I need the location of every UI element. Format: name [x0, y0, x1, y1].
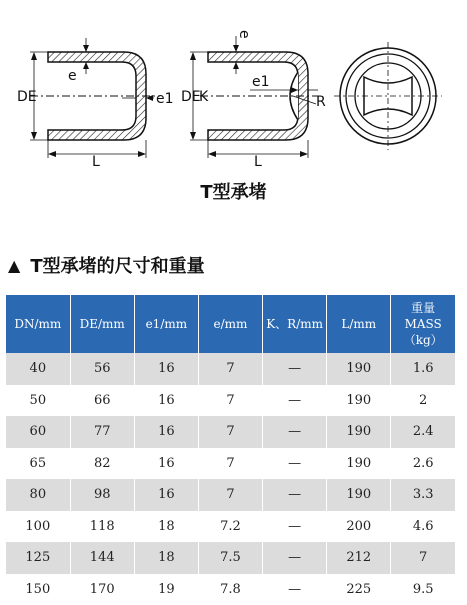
table-header-cell — [391, 295, 455, 353]
spec-table — [6, 295, 455, 605]
table-cell: 7 — [198, 353, 262, 385]
table-cell: — — [263, 574, 327, 605]
table-cell: 2.6 — [391, 448, 455, 480]
table-cell: 16 — [134, 479, 198, 511]
table-cell: — — [263, 542, 327, 574]
table-cell: 1.6 — [391, 353, 455, 385]
section-title: T型承堵的尺寸和重量 — [30, 252, 204, 278]
table-cell: — — [263, 385, 327, 417]
table-cell: 144 — [70, 542, 134, 574]
table-cell: 212 — [327, 542, 391, 574]
header-line: L/mm — [327, 316, 390, 332]
table-body — [6, 353, 455, 605]
table-row — [6, 385, 455, 417]
table-cell: 150 — [6, 574, 70, 605]
dim-r: R — [316, 94, 326, 110]
dim-de-middle: DE — [181, 89, 201, 105]
table-cell: — — [263, 448, 327, 480]
table-cell: 118 — [70, 511, 134, 543]
figure-caption: T型承堵 — [0, 178, 467, 204]
table-cell: 7 — [198, 416, 262, 448]
table-cell: 16 — [134, 353, 198, 385]
table-cell: 200 — [327, 511, 391, 543]
table-cell: 7 — [391, 542, 455, 574]
table-cell: 2.4 — [391, 416, 455, 448]
table-cell: — — [263, 416, 327, 448]
dim-l-middle: L — [254, 154, 262, 168]
table-row — [6, 542, 455, 574]
table-header-cell — [263, 295, 327, 353]
table-cell: 2 — [391, 385, 455, 417]
table-header-cell — [134, 295, 198, 353]
dim-e1-middle: e1 — [252, 74, 270, 90]
header-line: e/mm — [199, 316, 262, 332]
cap-section-view-middle — [190, 36, 320, 158]
table-row — [6, 416, 455, 448]
table-row — [6, 574, 455, 605]
section-heading — [8, 252, 205, 278]
table-cell: 82 — [70, 448, 134, 480]
header-line: （kg） — [391, 332, 455, 348]
table-cell: 7.2 — [198, 511, 262, 543]
table-cell: 7.8 — [198, 574, 262, 605]
table-row — [6, 353, 455, 385]
table-cell: — — [263, 511, 327, 543]
triangle-icon: ▲ — [8, 256, 20, 275]
header-line: 重量 — [391, 300, 455, 316]
table-cell: 7 — [198, 385, 262, 417]
table-cell: 100 — [6, 511, 70, 543]
table-cell: 65 — [6, 448, 70, 480]
table-header-cell — [6, 295, 70, 353]
table-header-cell — [327, 295, 391, 353]
table-cell: 7 — [198, 448, 262, 480]
table-cell: 77 — [70, 416, 134, 448]
dim-de-left: DE — [17, 89, 37, 105]
cap-end-view — [334, 42, 442, 150]
dim-e-middle: e — [236, 30, 252, 39]
table-cell: 19 — [134, 574, 198, 605]
header-line: e1/mm — [135, 316, 198, 332]
table-cell: 190 — [327, 448, 391, 480]
table-cell: 66 — [70, 385, 134, 417]
header-line: MASS — [391, 316, 455, 332]
table-cell: 98 — [70, 479, 134, 511]
table-row — [6, 448, 455, 480]
table-cell: 190 — [327, 385, 391, 417]
table-cell: 170 — [70, 574, 134, 605]
table-cell: 16 — [134, 448, 198, 480]
table-cell: 7.5 — [198, 542, 262, 574]
table-row — [6, 511, 455, 543]
table-header-cell — [70, 295, 134, 353]
table-cell: 9.5 — [391, 574, 455, 605]
table-cell: 80 — [6, 479, 70, 511]
table-cell: 125 — [6, 542, 70, 574]
table-cell: 40 — [6, 353, 70, 385]
header-line: DE/mm — [71, 316, 134, 332]
header-line: K、R/mm — [263, 316, 326, 332]
spec-table-container — [6, 295, 455, 605]
dim-k: K — [199, 89, 209, 105]
table-cell: 56 — [70, 353, 134, 385]
table-cell: 60 — [6, 416, 70, 448]
table-cell: 190 — [327, 353, 391, 385]
table-cell: 16 — [134, 416, 198, 448]
technical-drawing — [0, 0, 467, 168]
table-cell: 18 — [134, 511, 198, 543]
dim-e-left: e — [68, 68, 77, 84]
dim-e1-left: e1 — [156, 91, 174, 107]
table-row — [6, 479, 455, 511]
dim-l-left: L — [92, 154, 100, 168]
table-cell: 7 — [198, 479, 262, 511]
table-cell: 50 — [6, 385, 70, 417]
cap-section-view-left — [30, 38, 160, 158]
table-cell: 18 — [134, 542, 198, 574]
table-cell: 190 — [327, 479, 391, 511]
table-cell: 16 — [134, 385, 198, 417]
table-header-cell — [198, 295, 262, 353]
table-cell: 3.3 — [391, 479, 455, 511]
table-cell: 190 — [327, 416, 391, 448]
table-cell: 225 — [327, 574, 391, 605]
table-header-row — [6, 295, 455, 353]
table-cell: — — [263, 479, 327, 511]
header-line: DN/mm — [6, 316, 70, 332]
table-cell: 4.6 — [391, 511, 455, 543]
table-cell: — — [263, 353, 327, 385]
